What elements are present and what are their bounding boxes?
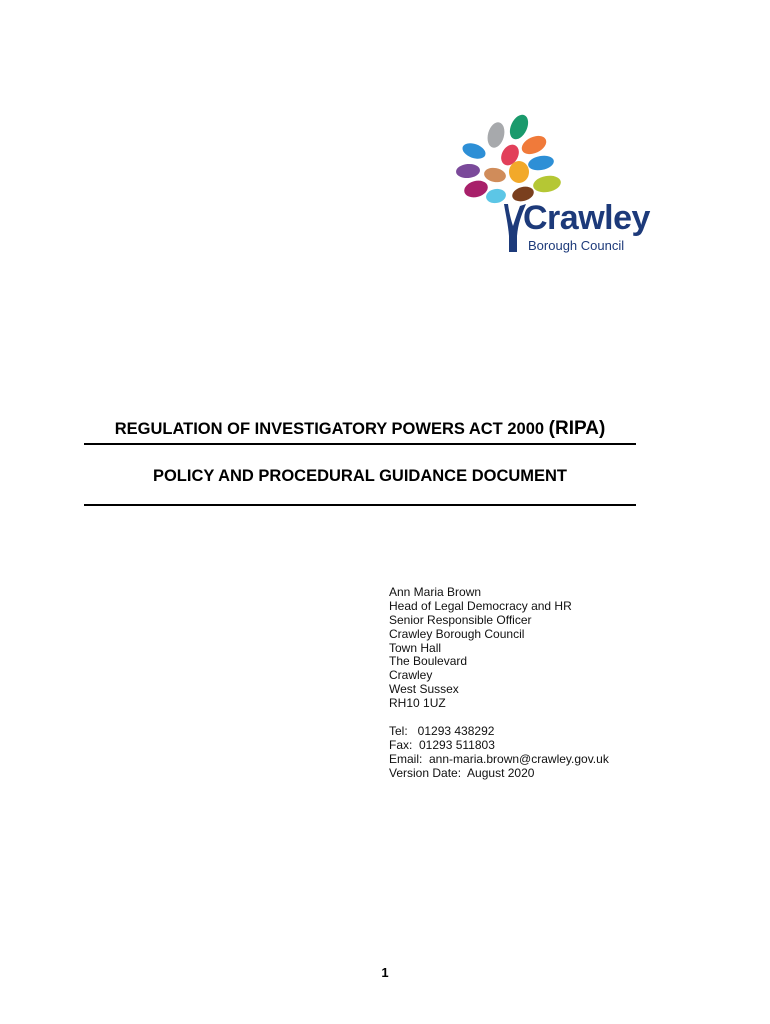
title-main: REGULATION OF INVESTIGATORY POWERS ACT 2000: [114, 420, 545, 438]
contact-address-2: The Boulevard: [389, 654, 468, 669]
contact-fax: Fax: 01293 511803: [389, 737, 495, 752]
leaf-green: [506, 112, 531, 142]
leaf-tan: [483, 166, 507, 184]
contact-email: Email: ann-maria.brown@crawley.gov.uk: [389, 751, 609, 766]
contact-block: [389, 586, 609, 780]
contact-town: Crawley: [389, 668, 433, 683]
leaf-gray: [485, 120, 507, 149]
leaf-cyan-top: [527, 154, 555, 172]
contact-name: Ann Maria Brown: [389, 585, 482, 599]
logo-subtitle-text: Borough Council: [528, 238, 625, 253]
title-divider: [84, 443, 636, 445]
page-number: 1: [381, 965, 389, 980]
logo-brand-text: Crawley: [523, 199, 650, 237]
contact-spacer: [389, 711, 609, 725]
contact-version-date: Version Date: August 2020: [389, 765, 535, 780]
leaf-magenta: [462, 178, 489, 200]
contact-tel: Tel: 01293 438292: [389, 723, 495, 738]
leaf-purple: [455, 163, 480, 179]
leaf-blue: [460, 140, 487, 161]
leaf-orange: [519, 132, 549, 157]
document-subtitle: POLICY AND PROCEDURAL GUIDANCE DOCUMENT: [152, 467, 568, 485]
contact-role: Head of Legal Democracy and HR: [389, 598, 572, 613]
contact-county: West Sussex: [389, 682, 459, 697]
leaf-cyan: [485, 187, 507, 204]
title-abbreviation: (RIPA): [548, 418, 606, 439]
subtitle-divider: [84, 504, 636, 506]
leaf-lime: [532, 174, 562, 195]
document-title: [84, 416, 636, 442]
contact-address-1: Town Hall: [389, 640, 442, 655]
leaf-yellow: [509, 161, 529, 183]
crawley-borough-council-logo: [448, 108, 648, 258]
contact-organisation: Crawley Borough Council: [389, 626, 525, 641]
contact-postcode: RH10 1UZ: [389, 696, 446, 711]
contact-position: Senior Responsible Officer: [389, 612, 532, 627]
